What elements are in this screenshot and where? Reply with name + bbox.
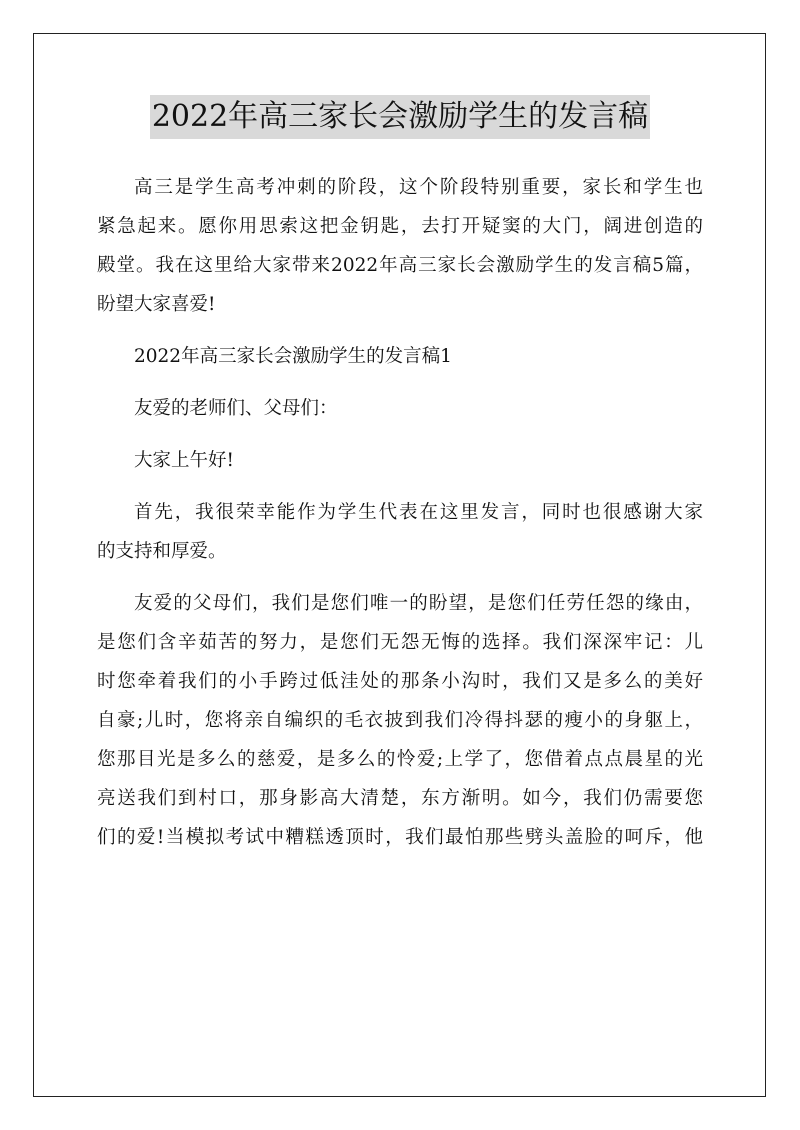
- intro-paragraph: [97, 168, 703, 324]
- paragraph-line: 友爱的父母们，我们是您们唯一的盼望，是您们任劳任怨的缘由，: [134, 593, 703, 614]
- intro-line: 殿堂。我在这里给大家带来2022年高三家长会激励学生的发言稿5篇，: [97, 255, 703, 276]
- section-heading: 2022年高三家长会激励学生的发言稿1: [134, 346, 452, 367]
- paragraph-line: 首先，我很荣幸能作为学生代表在这里发言，同时也很感谢大家: [134, 502, 703, 523]
- document-body: [97, 168, 703, 870]
- paragraph-line: 时您牵着我们的小手跨过低洼处的那条小沟时，我们又是多么的美好: [97, 671, 703, 692]
- paragraph-line: 是您们含辛茹苦的努力，是您们无怨无悔的选择。我们深深牢记：儿: [97, 632, 703, 653]
- intro-line: 高三是学生高考冲刺的阶段，这个阶段特别重要，家长和学生也: [134, 177, 703, 198]
- paragraph-line: 的支持和厚爱。: [97, 541, 227, 562]
- salutation: 友爱的老师们、父母们：: [134, 398, 338, 419]
- paragraph-line: 您那目光是多么的慈爱，是多么的怜爱;上学了，您借着点点晨星的光: [97, 749, 703, 770]
- intro-line: 紧急起来。愿你用思索这把金钥匙，去打开疑窦的大门，阔进创造的: [97, 216, 703, 237]
- greeting: 大家上午好!: [134, 450, 234, 471]
- document-title: 2022年高三家长会激励学生的发言稿: [150, 95, 650, 139]
- paragraph-1: [97, 493, 703, 571]
- title-container: [0, 95, 800, 139]
- paragraph-line: 亮送我们到村口，那身影高大清楚，东方渐明。如今，我们仍需要您: [97, 788, 703, 809]
- paragraph-2: [97, 584, 703, 857]
- paragraph-line: 们的爱!当模拟考试中糟糕透顶时，我们最怕那些劈头盖脸的呵斥，他: [97, 827, 703, 848]
- paragraph-line: 自豪;儿时，您将亲自编织的毛衣披到我们冷得抖瑟的瘦小的身躯上，: [97, 710, 703, 731]
- intro-line: 盼望大家喜爱!: [97, 294, 216, 315]
